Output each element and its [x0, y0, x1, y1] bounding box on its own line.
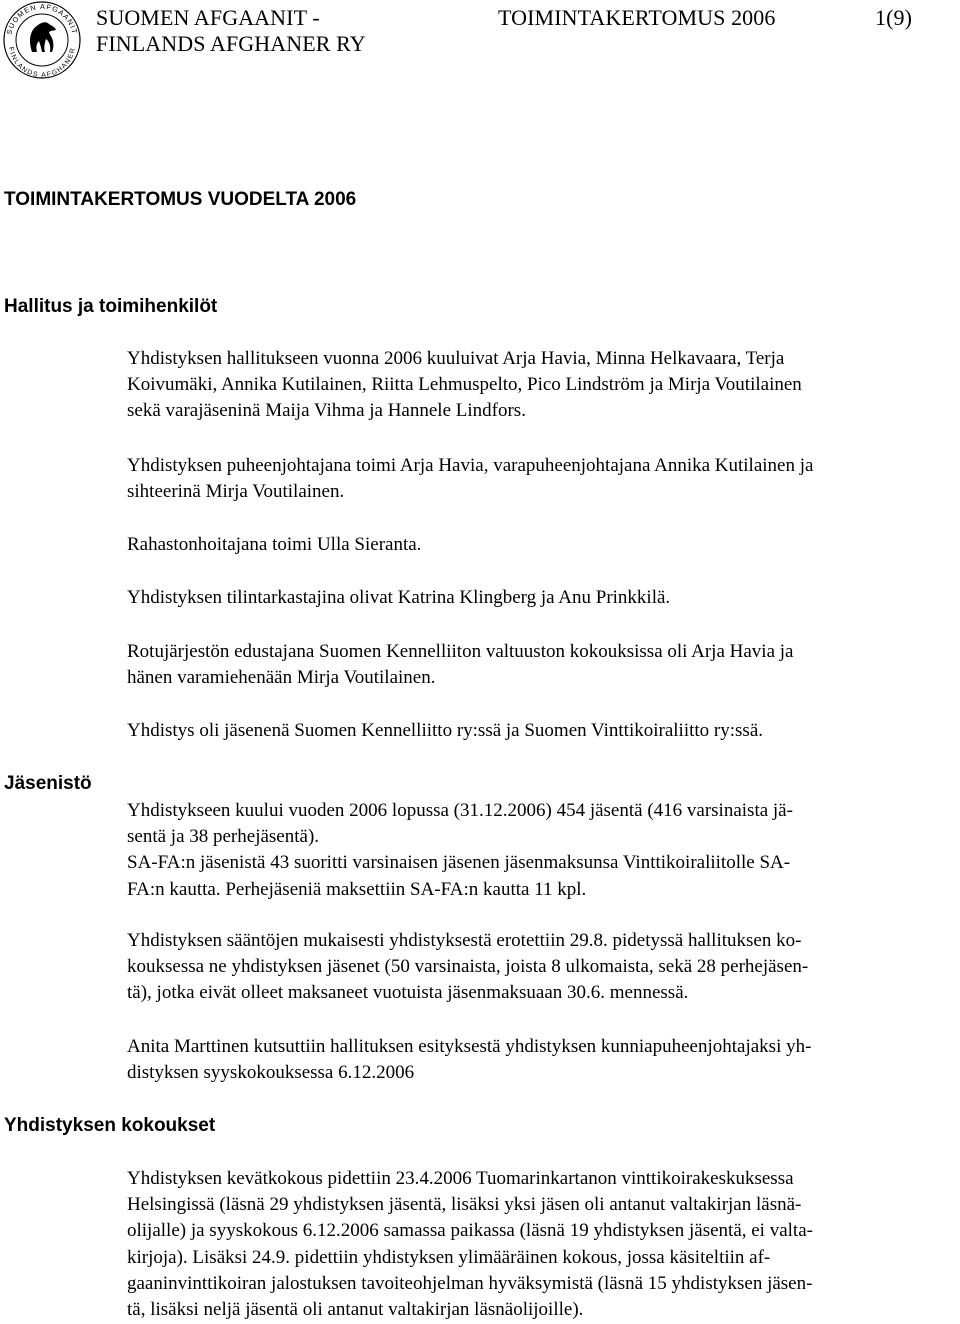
paragraph-line: tä), jotka eivät olleet maksaneet vuotuista jäsenmaksuaan 30.6. mennessä. — [127, 982, 689, 1004]
org-name-line2: FINLANDS AFGHANER RY — [96, 31, 366, 56]
paragraph-line: SA-FA:n jäsenistä 43 suoritti varsinaisen jäsenen jäsenmaksunsa Vinttikoiraliitolle SA- — [127, 852, 791, 874]
doc-title: TOIMINTAKERTOMUS 2006 — [498, 5, 776, 30]
paragraph-line: Yhdistyksen hallitukseen vuonna 2006 kuuluivat Arja Havia, Minna Helkavaara, Terja — [127, 348, 785, 369]
paragraph-line: Yhdistyksen tilintarkastajina olivat Katrina Klingberg ja Anu Prinkkilä. — [127, 587, 671, 608]
page-number: 1(9) — [875, 5, 913, 30]
section-heading-jasenisto: Jäsenistö — [4, 773, 92, 794]
paragraph — [127, 639, 957, 691]
paragraph-line: Koivumäki, Annika Kutilainen, Riitta Lehmuspelto, Pico Lindström ja Mirja Voutilainen — [127, 374, 802, 396]
section-heading-kokoukset: Yhdistyksen kokoukset — [4, 1115, 216, 1136]
afghan-hound-logo-icon — [0, 0, 84, 80]
paragraph-line: Rahastonhoitajana toimi Ulla Sieranta. — [127, 534, 422, 555]
paragraph — [127, 453, 957, 505]
section-heading-hallitus: Hallitus ja toimihenkilöt — [4, 296, 218, 317]
paragraph — [127, 718, 957, 744]
paragraph-line: kouksessa ne yhdistyksen jäsenet (50 varsinaista, joista 8 ulkomaista, sekä 28 perhejäsen- — [127, 956, 809, 978]
paragraph-line: Anita Marttinen kutsuttiin hallituksen esityksestä yhdistyksen kunniapuheenjohtajaksi yh- — [127, 1036, 812, 1057]
paragraph-line: Yhdistyksen sääntöjen mukaisesti yhdistyksestä erotettiin 29.8. pidetyssä hallituksen ko- — [127, 930, 802, 951]
logo-text-bottom: FINLANDS AFGHANER — [7, 46, 77, 80]
paragraph-line: Yhdistys oli jäsenenä Suomen Kennelliitto ry:ssä ja Suomen Vinttikoiraliitto ry:ssä. — [127, 720, 763, 741]
paragraph-line: olijalle) ja syyskokous 6.12.2006 samassa paikassa (läsnä 19 yhdistyksen jäsentä, ei valta- — [127, 1220, 813, 1242]
paragraph-line: hänen varamiehenään Mirja Voutilainen. — [127, 667, 436, 689]
paragraph — [127, 1166, 957, 1323]
paragraph — [127, 532, 957, 558]
paragraph — [127, 798, 957, 903]
logo-text-top: SUOMEN AFGAANIT — [4, 1, 80, 36]
paragraph-line: FA:n kautta. Perhejäseniä maksettiin SA-FA:n kautta 11 kpl. — [127, 878, 587, 900]
paragraph — [127, 928, 957, 1007]
paragraph — [127, 585, 957, 611]
paragraph-line: Rotujärjestön edustajana Suomen Kennelliiton valtuuston kokouksissa oli Arja Havia ja — [127, 641, 794, 662]
hound-silhouette — [30, 22, 56, 52]
paragraph-line: kirjoja). Lisäksi 24.9. pidettiin yhdistyksen ylimääräinen kokous, jossa käsiteltiin af- — [127, 1246, 771, 1268]
paragraph-line: Yhdistyksen puheenjohtajana toimi Arja Havia, varapuheenjohtajana Annika Kutilainen ja — [127, 455, 814, 476]
paragraph-line: sentä ja 38 perhejäsentä). — [127, 826, 320, 848]
paragraph-line: Helsingissä (läsnä 29 yhdistyksen jäsentä, lisäksi yksi jäsen oli antanut valtakirjan läsnä- — [127, 1194, 802, 1216]
paragraph-line: sihteerinä Mirja Voutilainen. — [127, 481, 345, 503]
paragraph — [127, 346, 957, 425]
paragraph-line: sekä varajäseninä Maija Vihma ja Hannele Lindfors. — [127, 400, 526, 422]
paragraph-line: tä, lisäksi neljä jäsentä oli antanut valtakirjan läsnäolijoille). — [127, 1299, 584, 1321]
paragraph-line: distyksen syyskokouksessa 6.12.2006 — [127, 1062, 415, 1084]
paragraph-line: Yhdistyksen kevätkokous pidettiin 23.4.2006 Tuomarinkartanon vinttikoirakeskuksessa — [127, 1168, 794, 1189]
paragraph-line: Yhdistykseen kuului vuoden 2006 lopussa (31.12.2006) 454 jäsentä (416 varsinaista jä- — [127, 800, 793, 821]
paragraph-line: gaaninvinttikoiran jalostuksen tavoiteohjelman hyväksymistä (läsnä 15 yhdistyksen jäsen- — [127, 1272, 813, 1294]
paragraph — [127, 1034, 957, 1086]
page-title: TOIMINTAKERTOMUS VUODELTA 2006 — [4, 189, 357, 210]
org-name-line1: SUOMEN AFGAANIT - — [96, 5, 320, 30]
